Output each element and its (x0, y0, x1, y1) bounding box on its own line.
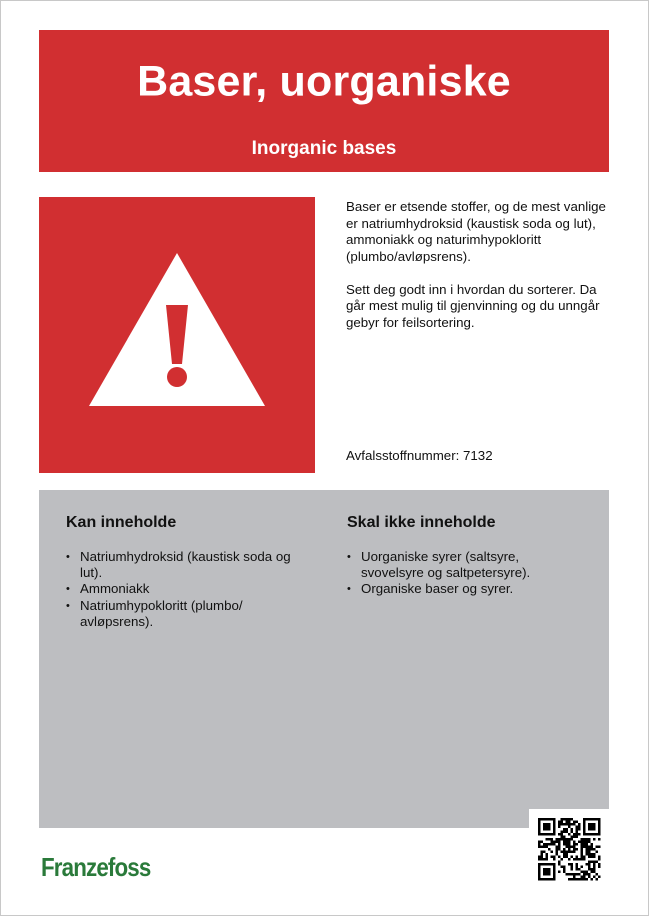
page-title: Baser, uorganiske (137, 57, 511, 106)
must-not-contain-list (347, 549, 562, 598)
must-not-contain-heading: Skal ikke inneholde (347, 514, 496, 531)
list-item: • Natriumhydroksid (kaustisk soda og lut). (66, 549, 316, 581)
can-contain-list (66, 549, 316, 630)
franzefoss-logo: Franzefoss (41, 852, 151, 882)
qr-code-graphic (529, 809, 609, 889)
waste-number: Avfalsstoffnummer: 7132 (346, 448, 493, 463)
intro-paragraph-1: Baser er etsende stoffer, og de mest vanlige er natriumhydroksid (kaustisk soda og lut), ammoniakk og naturimhypokloritt (plumbo/avløpsrens). (346, 199, 606, 264)
warning-triangle-icon (39, 197, 315, 473)
can-contain-heading: Kan inneholde (66, 514, 177, 531)
list-item: • Organiske baser og syrer. (347, 581, 562, 597)
list-item: • Ammoniakk (66, 581, 316, 597)
list-item: • Natriumhypokloritt (plumbo/ avløpsrens). (66, 598, 316, 630)
list-item: • Uorganiske syrer (saltsyre, svovelsyre og saltpetersyre). (347, 549, 562, 581)
page-subtitle: Inorganic bases (251, 138, 397, 159)
contents-panel (39, 490, 609, 828)
intro-text (346, 199, 616, 348)
hazard-box (39, 197, 315, 473)
qr-code-icon[interactable] (529, 809, 609, 889)
header-banner (39, 30, 609, 172)
intro-paragraph-2: Sett deg godt inn i hvordan du sorterer. Da går mest mulig til gjenvinning og du unngår gebyr for feilsortering. (346, 281, 600, 330)
